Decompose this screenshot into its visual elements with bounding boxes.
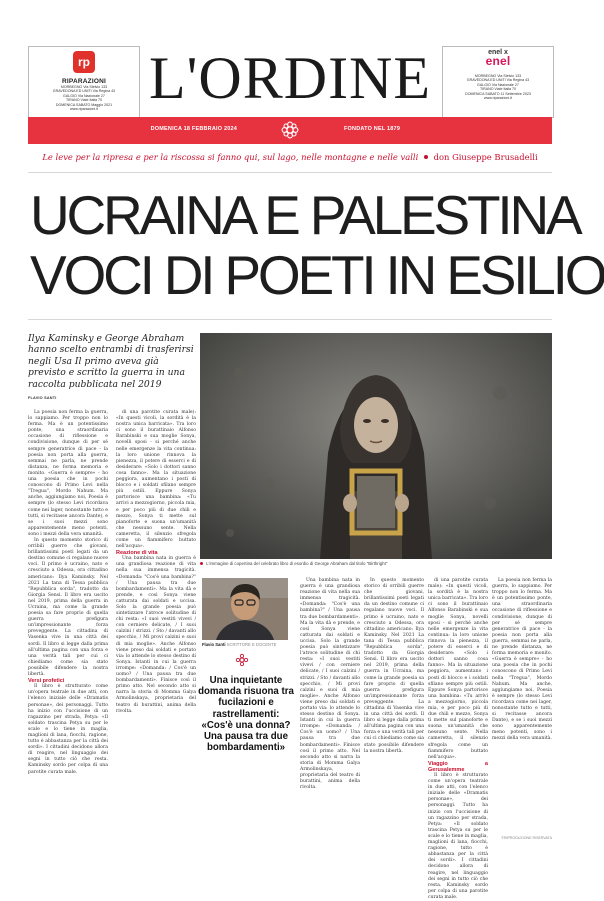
paragraph: In questo momento storico di orribili guerre che giovani, brillantissimi poeti legati da un destino comune ci regalano nuove voci. Il primo è ucraino, nato e cresciuto a Odessa, ora cittadino americano: Ilya Kaminsky. Nel 2021 La tana di Tessa pubblica "Repubblica sorda", tradotto da Giorgia Sensi. Il libro era uscito nel 2019, prima della guerra in Ucraina, ma come la grande poesia sa fare proprio di quella guerra prefigura un'impressionante forza preveggente. La cittadina di Vasenka vive in una città dei sordi. Il libro si legge dalla prima all'ultima pagina con una forza e una verità tali per cui ci chiediamo come sia stato possibile difendere la nostra libertà. xyxy=(28,537,108,678)
paragraph: Una bambina nata in guerra è una grandiosa reazione di vita nella sua immensa tragicità. «Domanda: "Cos'è una bambina?" / Una pausa tra due bombardamenti». Ma la vita dà e prende, e così Sonya viene catturata dai soldati e uccisa. Solo la grande poesia può sintetizzare l'atroce solitudine di chi resta: «I suoi vestiti vivevi / con cerniere delicate, / I suoi calzini / strizzi. / Sto / davanti allo specchio, / Mi provi calzini e suoi di mia moglie». Anche Alfonso viene preso dai soldati e portato via: lo attende lo stesso destino di Sonya. Istanti in cui la guerra irrompe: «Domanda: / Cos'è un uomo? / Una pausa tra due bombardamenti». Finisce così il primo atto. Nel secondo atto si narra la storia di Momma Galya Armolinskaya, proprietaria del teatro di burattini, anima della rivolta. xyxy=(300,578,360,791)
caption-dot-icon xyxy=(200,562,203,565)
date-strip xyxy=(28,117,552,144)
photo-caption xyxy=(200,561,552,566)
rose-quote-icon xyxy=(235,653,249,667)
advertiser-brand: RIPARAZIONI xyxy=(62,78,106,85)
divider xyxy=(28,319,552,320)
ad-line: www.riparazioni.it xyxy=(484,96,512,101)
caption-text: L'immagine di copertina del celebrato libro di esordio di George Abraham dal titolo "Birthright" xyxy=(206,561,388,566)
newspaper-masthead[interactable]: L'ORDINE xyxy=(148,45,432,111)
author-portrait[interactable] xyxy=(202,578,288,640)
paragraph: Una bambina nata in guerra è una grandiosa reazione di vita nella sua immensa tragicità. «Domanda: "Cos'è una bambina?" / Una pausa tra due bombardamenti». Ma la vita dà e prende, e così Sonya viene catturata dai soldati e uccisa. Solo la grande poesia può sintetizzare l'atroce solitudine di chi resta: «I suoi vestiti vivevi / con cerniere delicate, / I suoi calzini / strizzi. / Sto / davanti allo specchio, / Mi provi calzini e suoi di mia moglie». Anche Alfonso viene preso dai soldati e portato via: lo attende lo stesso destino di Sonya. Istanti in cui la guerra irrompe: «Domanda: / Cos'è un uomo? / Una pausa tra due bombardamenti». Finisce così il primo atto. Nel secondo atto si narra la storia di Momma Galya Armolinskaya, proprietaria del teatro di burattini, anima della rivolta. xyxy=(116,556,196,714)
enel-logo: enel xyxy=(485,54,511,69)
paragraph: di una parotite curata male): «In questi vicoli, la sordità è la nostra unica barricata». Tra loro ci sono il burattinaio Alfonso Barabinski e sua moglie Sonya, novelli sposi - si perché anche nelle emergenze la vita continua: la loro unione rinnova la pienezza, il potere di esserci e di desiderare: «Solo i dottori sanno cosa fanno». Ma la situazione peggiora, aumentano i posti di blocco e i soldati sfilano sempre più ostili. Eppure Sonya partorisce una bambina: «Tu arrivi a mezzogiorno, piccola mia, e per poco più di due chili e mezzo, Sonya ti mette sul pianoforte e suona un'umanità che nessuno sente. Nella cameretta, il silenzio sfregola come un fiammifero buttato nell'acqua». xyxy=(428,578,488,760)
copyright-notice: ©RIPRODUZIONE RISERVATA xyxy=(501,836,552,840)
portrait-name: Flavio Santi xyxy=(202,642,226,647)
bullet-dot-icon xyxy=(424,155,428,159)
rose-emblem-icon xyxy=(280,120,300,140)
issue-date: DOMENICA 18 FEBBRAIO 2024 xyxy=(150,126,237,132)
tagline-author: don Giuseppe Brusadelli xyxy=(433,152,538,162)
tagline xyxy=(28,152,552,162)
article-author: FLAVIO SANTI xyxy=(28,396,57,400)
divider xyxy=(28,172,552,173)
ad-line: GALGIO Via Nazionale 27 xyxy=(63,93,105,98)
book-cover-illustration xyxy=(200,333,552,559)
ad-line: GRAVEDONA ED UNITI Via Regina 43 xyxy=(466,78,530,83)
ad-line: MORBEGNO Via Stelvio 133 xyxy=(474,74,522,78)
portrait-role: SCRITTORE E DOCENTE xyxy=(226,642,277,647)
article-column-1 xyxy=(28,410,108,835)
paragraph: Il libro è strutturato come un'opera teatrale in due atti, con l'elenco iniziale delle «Dramatis personae», dei personaggi. Tutto ha inizio con l'uccisione di un ragazzino per strada, Petya: «Il soldato trascina Petya su per le scale e lo tiene in maglia, maglioni di lana, fiocchi, ragione, tutto è abbastanza per la città dei sordi». I cittadini decidono allora di reagire, nel linguaggio dei segni in tutto ciò che resta. Kaminsky sordo per colpa di una parotite curata male. xyxy=(428,773,488,900)
ad-line: www.riparazioni.it xyxy=(70,107,98,112)
paragraph: di una parotite curata male): «In questi vicoli, la sordità è la nostra unica barricata». Tra loro ci sono il burattinaio Alfonso Barabinski e sua moglie Sonya, novelli sposi - si perché anche nelle emergenze la vita continua: la loro unione rinnova la pienezza, il potere di esserci e di desiderare: «Solo i dottori sanno cosa fanno». Ma la situazione peggiora, aumentano i posti di blocco e i soldati sfilano sempre più ostili. Eppure Sonya partorisce una bambina: «Tu arrivi a mezzogiorno, piccola mia, e per poco più di due chili e mezzo, Sonya ti mette sul pianoforte e suona un'umanità che nessuno sente. Nella cameretta, il silenzio sfregola come un fiammifero buttato nell'acqua». xyxy=(116,410,196,550)
paragraph: La poesia non ferma la guerra, lo sappiamo. Per troppo non lo ferma. Ma è un potentissimo ponte, una straordinaria occasione di riflessione e condivisione, dunque di per sé sempre generatrice di pace - la poesia non porta alla guerra, semmai ne parla, ne prende distanza, ne forma memoria e monito. «Guerra è sempre» - ho una poesia che in pochi conoscono di Primo Levi nella "Tregua", Mordo Nahum. Ma anche, aggiungiamo noi, Poesia è sempre (lo stesso Levi ricordava come nei lager, nonostante tutto e tutti, si recitasse ancora Dante), e se i suoi mezzi sono apparentemente meno potenti, sono i mezzi della vera umanità. xyxy=(28,410,108,537)
article-column-4 xyxy=(364,578,424,834)
subhead-viaggio: Viaggio a Gerusalemme xyxy=(428,760,488,773)
pull-quote: Una inquietante domanda risuona tra fucilazioni e rastrellamenti: «Cos'è una donna? Una pausa tra due bombardamenti» xyxy=(198,675,294,754)
article-column-6 xyxy=(492,578,552,834)
tagline-quote: Le leve per la ripresa e per la riscossa si fanno qui, sul lago, nelle montagne e nelle valli xyxy=(42,152,419,162)
article-deck: Ilya Kaminsky e George Abraham hanno scelto entrambi di trasferirsi negli Usa Il primo aveva già previsto e scritto la guerra in una raccolta pubblicata nel 2019 xyxy=(28,333,194,390)
ad-line: GALGIO Via Nazionale 27 xyxy=(477,82,519,87)
author-photo xyxy=(202,578,288,640)
ad-line: MORBEGNO Via Stelvio 133 xyxy=(60,85,108,89)
ad-line: TIRANO Viale Italia 70 xyxy=(65,98,103,103)
ad-line: GRAVEDONA ED UNITI Via Regina 43 xyxy=(52,89,116,94)
subhead-versi: Versi profetici xyxy=(28,678,65,685)
paragraph: In questo momento storico di orribili guerre che giovani, brillantissimi poeti legati da un destino comune ci regalano nuove voci. Il primo è ucraino, nato e cresciuto a Odessa, ora cittadino americano: Ilya Kaminsky. Nel 2021 La tana di Tessa pubblica "Repubblica sorda", tradotto da Giorgia Sensi. Il libro era uscito nel 2019, prima della guerra in Ucraina, ma come la grande poesia sa fare proprio di quella guerra prefigura un'impressionante forza preveggente. La cittadina di Vasenka vive in una città dei sordi. Il libro si legge dalla prima all'ultima pagina con una forza e una verità tali per cui ci chiediamo come sia stato possibile difendere la nostra libertà. xyxy=(364,578,424,754)
cover-photo[interactable] xyxy=(200,333,552,559)
ad-line: TIRANO Viale Italia 70 xyxy=(479,87,517,92)
paragraph: Il libro è strutturato come un'opera teatrale in due atti, con l'elenco iniziale delle «Dramatis personae», dei personaggi. Tutto ha inizio con l'uccisione di un ragazzino per strada, Petya: «Il soldato trascina Petya su per le scale e lo tiene in maglia, maglioni di lana, fiocchi, ragione, tutto è abbastanza per la città dei sordi». I cittadini decidono allora di reagire, nel linguaggio dei segni in tutto ciò che resta. Kaminsky sordo per colpa di una parotite curata male. xyxy=(28,684,108,775)
headline-line-1[interactable]: UCRAINA E PALESTINA xyxy=(30,184,580,246)
article-column-5 xyxy=(428,578,488,900)
article-column-3 xyxy=(300,578,360,834)
ad-line: DOMENICA SABATO 11 Settembre 2023 xyxy=(465,91,531,96)
headline-line-2[interactable]: VOCI DI POETI IN ESILIO xyxy=(30,244,604,306)
paragraph: La poesia non ferma la guerra, lo sappiamo. Per troppo non lo ferma. Ma è un potentissimo ponte, una straordinaria occasione di riflessione e condivisione, dunque di per sé sempre generatrice di pace - la poesia non porta alla guerra, semmai ne parla, ne prende distanza, ne forma memoria e monito. «Guerra è sempre» - ho una poesia che in pochi conoscono di Primo Levi nella "Tregua", Mordo Nahum. Ma anche, aggiungiamo noi, Poesia è sempre (lo stesso Levi ricordava come nei lager, nonostante tutto e tutti, si recitasse ancora Dante), e se i suoi mezzi sono apparentemente meno potenti, sono i mezzi della vera umanità. xyxy=(492,578,552,742)
enel-x-logo: enel x xyxy=(488,49,508,56)
founded-note: FONDATO NEL 1879 xyxy=(344,126,401,132)
portrait-caption xyxy=(202,642,276,647)
article-column-2 xyxy=(116,410,196,835)
ad-line: DOMENICA SABATO Maggio 2021 xyxy=(55,102,113,107)
repair-logo-icon: rp xyxy=(73,51,95,73)
subhead-reazione: Reazione di vita xyxy=(116,550,158,557)
